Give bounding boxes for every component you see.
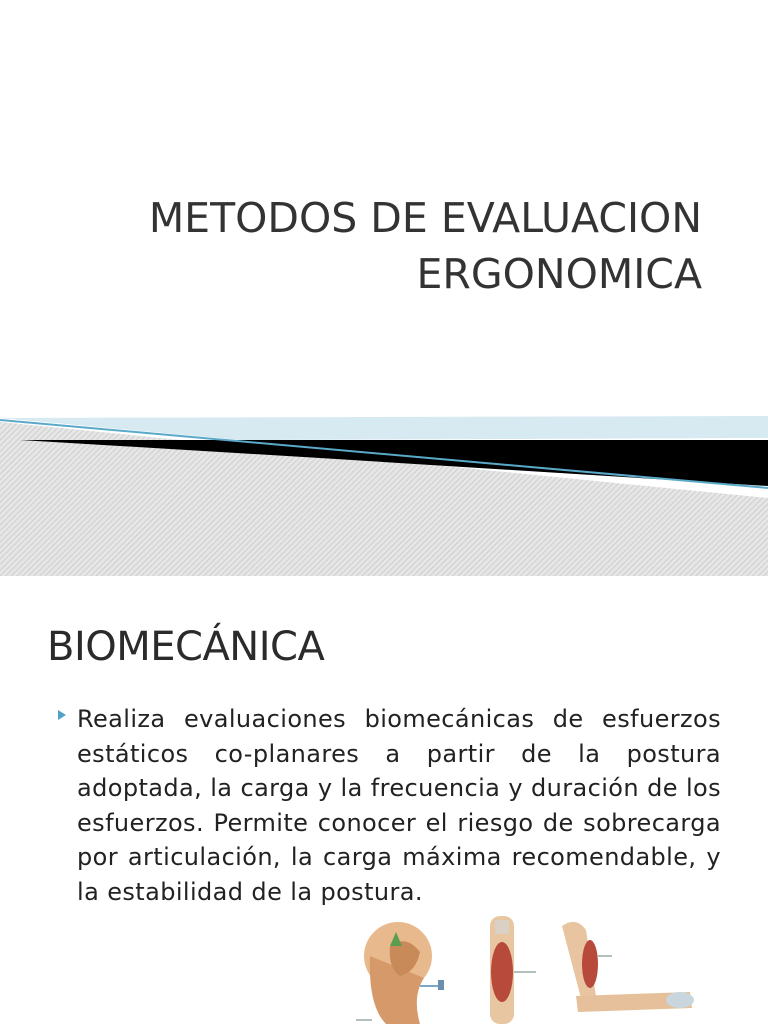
title-line-2: ERGONOMICA — [416, 250, 702, 298]
content-slide — [0, 576, 768, 1024]
elbow-figure — [562, 922, 694, 1012]
decorative-banner — [0, 400, 768, 576]
title-line-1: METODOS DE EVALUACION — [148, 194, 702, 242]
anatomy-figures — [350, 916, 710, 1024]
bullet-paragraph: Realiza evaluaciones biomecánicas de esfuerzos estáticos co-planares a partir de la postura adoptada, la carga y la frecuencia y duración de los esfuerzos. Permite conocer el riesgo de sobrecarga por articulación, la carga máxima recomendable, y la estabilidad de la postura. — [77, 705, 721, 906]
section-heading: BIOMECÁNICA — [47, 624, 325, 670]
slide-title — [22, 190, 702, 302]
arm-figure — [490, 916, 536, 1024]
bullet-arrow-icon — [58, 710, 66, 720]
head-neck-figure — [356, 922, 444, 1024]
